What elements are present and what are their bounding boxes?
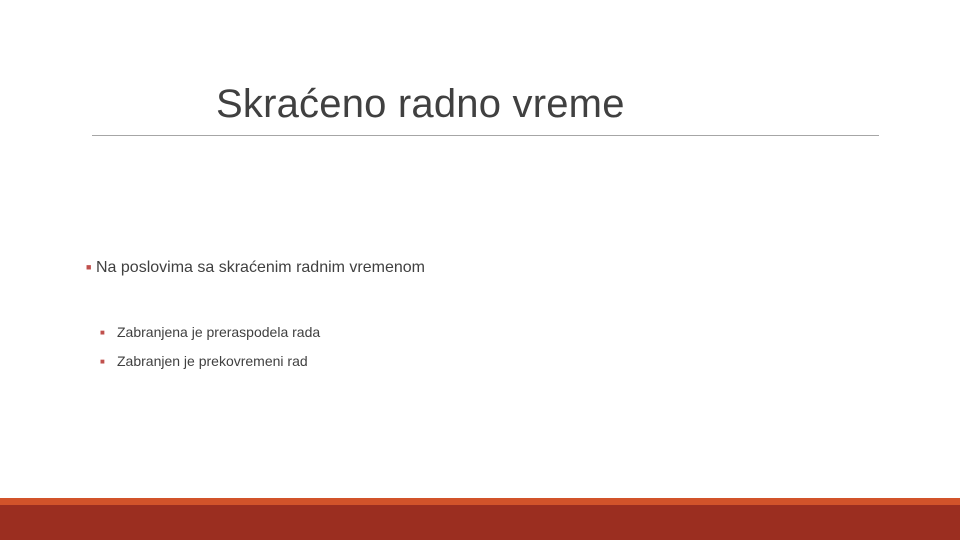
square-bullet-icon: ■ bbox=[86, 262, 92, 272]
bullet-text: Zabranjena je preraspodela rada bbox=[117, 324, 321, 340]
footer-accent-strip bbox=[0, 498, 960, 505]
slide-content bbox=[86, 258, 866, 377]
title-divider bbox=[92, 135, 879, 136]
bullet-item-level-2 bbox=[100, 348, 866, 377]
square-bullet-icon: ■ bbox=[100, 328, 105, 337]
footer-band bbox=[0, 505, 960, 540]
bullet-text: Zabranjen je prekovremeni rad bbox=[117, 353, 308, 369]
slide-title: Skraćeno radno vreme bbox=[216, 82, 625, 126]
sub-bullet-list bbox=[86, 319, 866, 377]
bullet-item-level-2 bbox=[100, 319, 866, 348]
bullet-item-level-1 bbox=[86, 258, 866, 279]
bullet-text: Na poslovima sa skraćenim radnim vremenom bbox=[96, 259, 425, 276]
square-bullet-icon: ■ bbox=[100, 357, 105, 366]
